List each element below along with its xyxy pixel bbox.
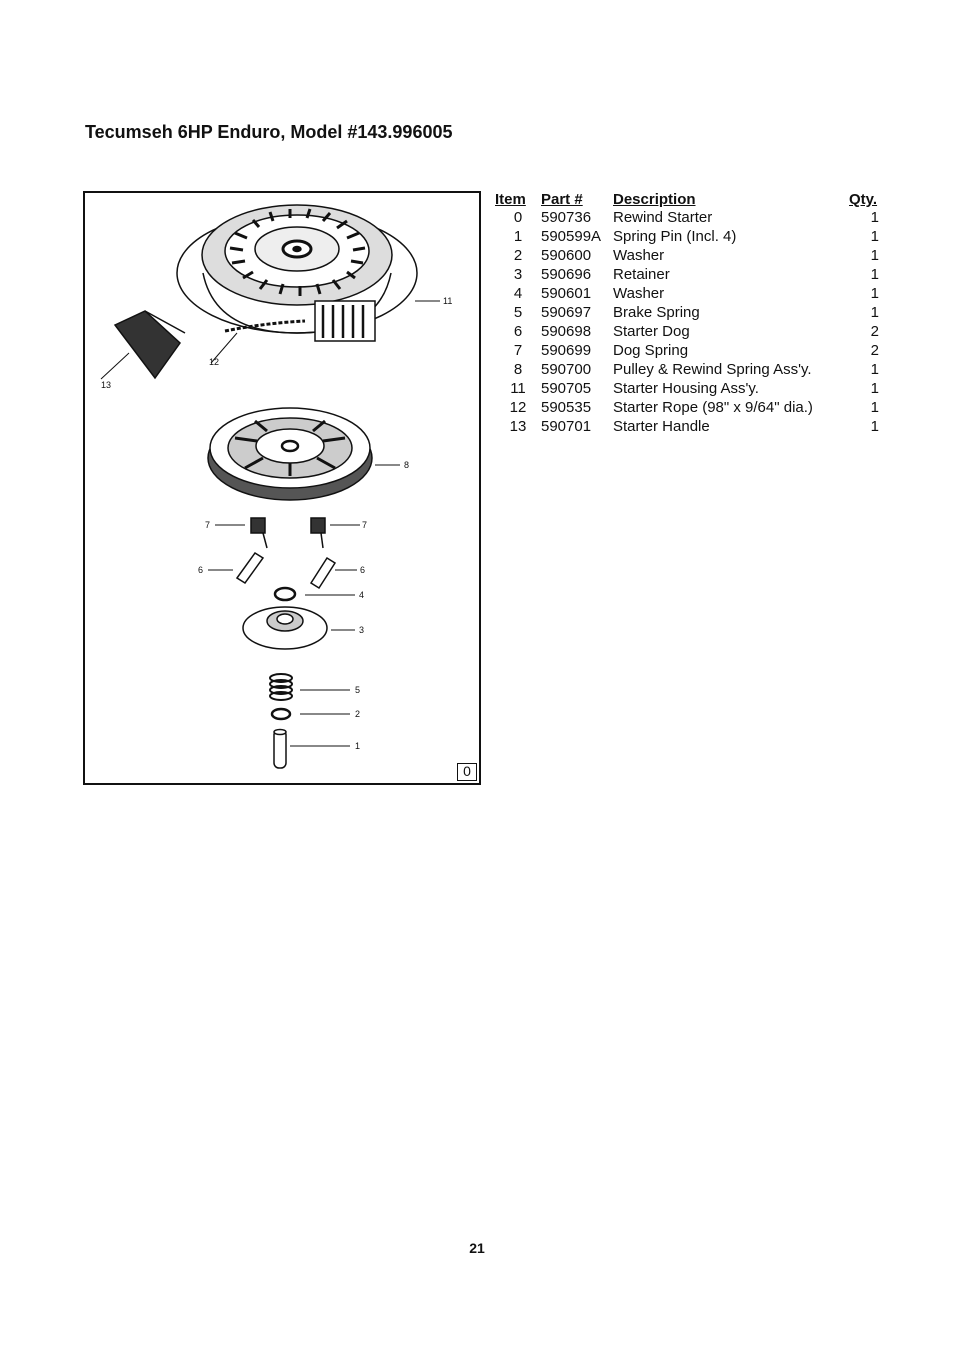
pulley-drawing xyxy=(208,408,372,500)
cell-qty: 2 xyxy=(870,342,879,359)
starter-dog-drawing xyxy=(237,553,335,588)
cell-description: Spring Pin (Incl. 4) xyxy=(613,228,737,245)
cell-part: 590600 xyxy=(541,247,592,264)
cell-item: 12 xyxy=(509,399,527,416)
callout-6-left: 6 xyxy=(198,565,204,575)
cell-part: 590701 xyxy=(541,418,592,435)
cell-part: 590699 xyxy=(541,342,592,359)
cell-item: 5 xyxy=(513,304,523,321)
cell-qty: 1 xyxy=(870,380,879,397)
cell-item: 13 xyxy=(509,418,527,435)
cell-item: 0 xyxy=(513,209,523,226)
table-row xyxy=(495,209,879,228)
cell-part: 590535 xyxy=(541,399,592,416)
dog-spring-drawing xyxy=(251,518,325,548)
callout-12: 12 xyxy=(209,357,220,367)
parts-table xyxy=(495,190,879,437)
cell-part: 590599A xyxy=(541,228,602,245)
cell-description: Starter Dog xyxy=(613,323,690,340)
callout-11: 11 xyxy=(443,296,453,306)
cell-description: Pulley & Rewind Spring Ass'y. xyxy=(613,361,812,378)
callout-13: 13 xyxy=(101,380,112,390)
starter-handle-drawing xyxy=(115,311,185,378)
cell-item: 4 xyxy=(513,285,523,302)
exploded-view-illustration xyxy=(85,193,479,783)
callout-1: 1 xyxy=(355,741,361,751)
cell-item: 11 xyxy=(510,380,526,397)
header-item: Item xyxy=(495,191,526,208)
cell-qty: 1 xyxy=(870,228,879,245)
cell-qty: 1 xyxy=(870,247,879,264)
table-row xyxy=(495,418,879,437)
callout-7-right: 7 xyxy=(362,520,368,530)
cell-description: Starter Housing Ass'y. xyxy=(613,380,759,397)
table-row xyxy=(495,304,879,323)
cell-description: Dog Spring xyxy=(613,342,689,359)
cell-description: Retainer xyxy=(613,266,670,283)
table-row xyxy=(495,247,879,266)
cell-qty: 1 xyxy=(870,399,879,416)
table-row xyxy=(495,380,879,399)
cell-item: 3 xyxy=(513,266,523,283)
table-header-row xyxy=(495,190,879,209)
callout-4: 4 xyxy=(359,590,365,600)
header-qty: Qty. xyxy=(849,191,878,208)
cell-description: Washer xyxy=(613,247,665,264)
diagram-label-box: 0 xyxy=(457,763,477,781)
table-row xyxy=(495,361,879,380)
cell-qty: 1 xyxy=(870,266,879,283)
callout-7-left: 7 xyxy=(205,520,211,530)
cell-part: 590736 xyxy=(541,209,592,226)
table-row xyxy=(495,266,879,285)
cell-part: 590697 xyxy=(541,304,592,321)
callout-8: 8 xyxy=(404,460,410,470)
cell-item: 2 xyxy=(513,247,523,264)
cell-qty: 1 xyxy=(870,418,879,435)
cell-item: 1 xyxy=(513,228,523,245)
cell-qty: 2 xyxy=(870,323,879,340)
cell-part: 590705 xyxy=(541,380,592,397)
table-row xyxy=(495,285,879,304)
cell-description: Brake Spring xyxy=(613,304,700,321)
cell-qty: 1 xyxy=(870,285,879,302)
cell-part: 590696 xyxy=(541,266,592,283)
callout-2: 2 xyxy=(355,709,361,719)
table-row xyxy=(495,228,879,247)
callout-5: 5 xyxy=(355,685,361,695)
spring-pin-drawing xyxy=(274,730,286,769)
cell-qty: 1 xyxy=(870,304,879,321)
cell-part: 590700 xyxy=(541,361,592,378)
cell-item: 7 xyxy=(513,342,523,359)
cell-part: 590601 xyxy=(541,285,592,302)
cell-description: Starter Handle xyxy=(613,418,710,435)
table-row xyxy=(495,323,879,342)
page-number: 21 xyxy=(469,1240,485,1256)
callout-6-right: 6 xyxy=(360,565,366,575)
header-part: Part # xyxy=(541,191,583,208)
cell-description: Washer xyxy=(613,285,665,302)
cell-item: 8 xyxy=(513,361,523,378)
cell-qty: 1 xyxy=(870,209,879,226)
page-title: Tecumseh 6HP Enduro, Model #143.996005 xyxy=(85,122,453,142)
washer-drawing xyxy=(275,588,295,600)
retainer-drawing xyxy=(243,607,327,649)
cell-description: Rewind Starter xyxy=(613,209,713,226)
header-description: Description xyxy=(613,191,696,208)
parts-diagram xyxy=(83,191,481,785)
table-row xyxy=(495,399,879,418)
brake-spring-drawing xyxy=(270,674,292,700)
washer-small-drawing xyxy=(272,709,290,719)
table-row xyxy=(495,342,879,361)
cell-qty: 1 xyxy=(870,361,879,378)
cell-description: Starter Rope (98" x 9/64" dia.) xyxy=(613,399,813,416)
cell-part: 590698 xyxy=(541,323,592,340)
callout-3: 3 xyxy=(359,625,365,635)
cell-item: 6 xyxy=(513,323,523,340)
